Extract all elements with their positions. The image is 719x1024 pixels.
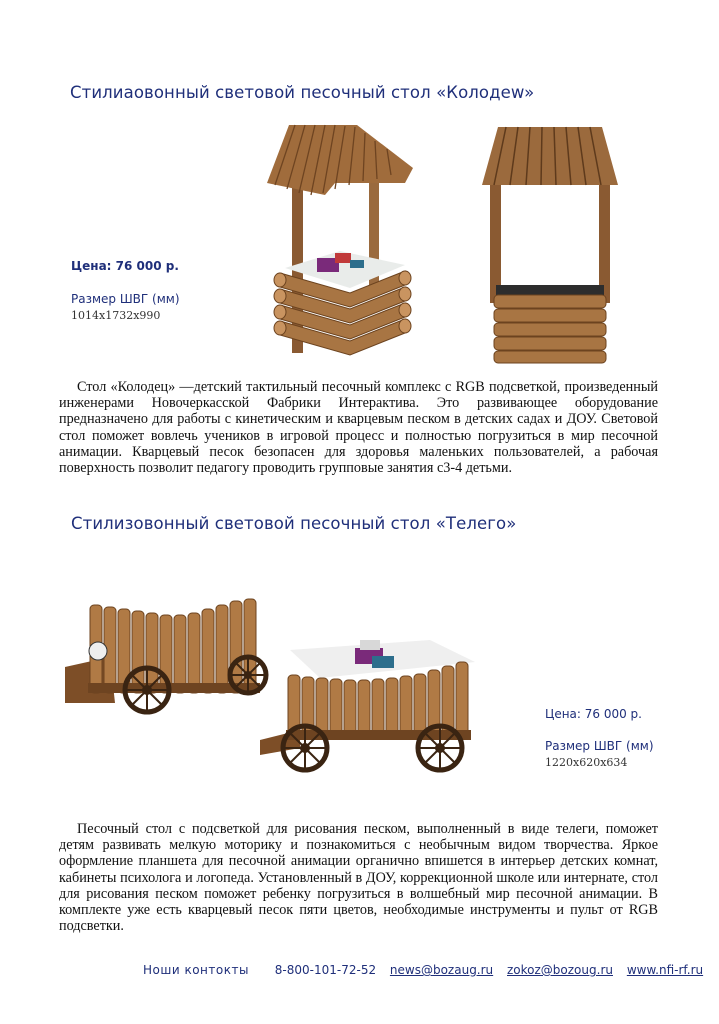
footer-contacts [143, 963, 703, 977]
footer-email-news[interactable]: news@bozaug.ru [389, 963, 494, 977]
well-tabletop [496, 285, 604, 295]
well-post [490, 178, 501, 303]
footer-website[interactable]: www.nfi-rf.ru [626, 963, 704, 977]
product1-size-label: Размер ШВГ (мм) [71, 292, 180, 306]
product1-price: Цена: 76 000 р. [71, 259, 179, 273]
product2-description: Песочный стол с подсветкой для рисования песком, выполненный в виде телеги, поможет детям развивать мелкую моторику и познакомиться с необычным видом творчества. Яркое оформление планшета для песочной анимации органично впишется в интерьер детских комнат, кабинеты психолога и логопеда. Установленный в ДОУ, коррекционной школе или интернате, стол для рисования песком поможет ребенку погрузиться в волшебный мир песочной анимации. В комплекте уже есть кварцевый песок пяти цветов, необходимые инструменты и пульт от RGB подсветки. [59, 821, 658, 935]
cart-wheel [283, 726, 327, 770]
cart-table-photo-side [60, 585, 275, 720]
cart-wheel [125, 668, 169, 712]
footer-label: Ноши контокты [143, 963, 249, 977]
product2-size-value: 1220x620x634 [545, 756, 628, 769]
product2-heading: Стилизовонный световой песочный стол «Телего» [71, 514, 517, 533]
product1-description: Стол «Колодец» —детский тактильный песочный комплекс с RGB подсветкой, произведенный инженерами Новочеркасской Фабрики Интерактива. Это развивающее оборудование предназначено для работы с кинетическим и кварцевым песком в детских садах и ДОУ. Световой стол поможет вовлечь учеников в игровой процесс и полностью погрузиться в мир песочной анимации. Кварцевый песок безопасен для здоровья маленьких пользователей, а рабочая поверхность позволит педагогу проводить групповые занятия с3-4 детьми. [59, 379, 658, 477]
footer-email-zokoz[interactable]: zokoz@bozoug.ru [507, 963, 613, 977]
product1-size-value: 1014x1732x990 [71, 309, 161, 322]
product2-size-label: Размер ШВГ (мм) [545, 739, 654, 753]
product2-price: Цена: 76 000 р. [545, 707, 642, 721]
well-roof [482, 127, 618, 185]
well-table-photo-angled [255, 123, 415, 368]
product1-heading: Стилиаовонный световой песочный стол «Колодеw» [70, 83, 535, 102]
cart-table-photo-angled [260, 630, 485, 775]
cart-wheel [418, 726, 462, 770]
footer-phone[interactable]: 8-800-101-72-52 [274, 963, 377, 977]
well-table-photo-front [480, 123, 620, 368]
well-post [599, 178, 610, 303]
